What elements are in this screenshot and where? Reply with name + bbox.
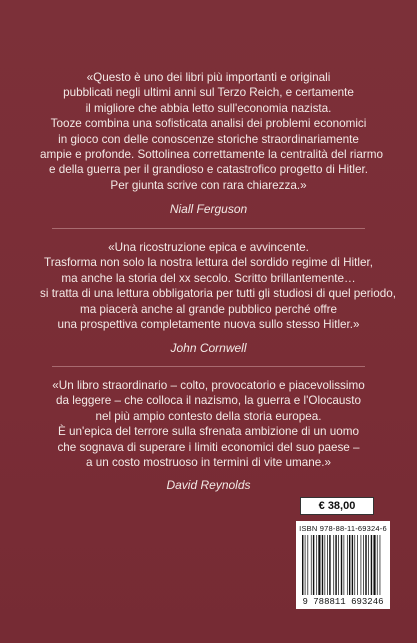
quote-cornwell <box>40 240 397 332</box>
isbn-text: ISBN 978-88-11-69324-6 <box>299 524 387 533</box>
quote-line: a un costo mostruoso in termini di vite umane.» <box>86 456 331 470</box>
quote-line: pubblicati negli ultimi anni sul Terzo Reich, e certamente <box>63 86 354 100</box>
quote-line: una prospettiva completamente nuova sullo stesso Hitler.» <box>57 318 360 332</box>
quote-line: si tratta di una lettura obbligatoria per tutti gli studiosi di quel periodo, <box>40 287 397 301</box>
quote-line: «Questo è uno dei libri più importanti e originali <box>86 71 331 84</box>
quote-line: È un'epica del terrore sulla sfrenata ambizione di un uomo <box>57 425 360 439</box>
quote-reynolds <box>40 378 377 470</box>
quote-line: ampie e profonde. Sottolinea correttamente la centralità del riarmo <box>40 148 384 162</box>
quote-line: Trasforma non solo la nostra lettura del sordido regime di Hitler, <box>44 256 373 270</box>
quote-line: ma anche la storia del xx secolo. Scritto brillantemente… <box>61 271 356 285</box>
quote-line: «Un libro straordinario – colto, provocatorio e piacevolissimo <box>52 379 365 392</box>
quote-line: «Una ricostruzione epica e avvincente. <box>108 241 309 254</box>
quote-line: e della guerra per il grandioso e catastrofico progetto di Hitler. <box>49 163 368 177</box>
quote-line: ma piacerà anche al grande pubblico perché offre <box>79 302 338 316</box>
quote-author: David Reynolds <box>166 478 251 492</box>
divider <box>52 228 365 229</box>
quote-author: Niall Ferguson <box>169 202 248 216</box>
quote-line: Tooze combina una sofisticata analisi dei problemi economici <box>50 117 367 131</box>
price-label: € 38,00 <box>300 497 374 515</box>
quote-line: il migliore che abbia letto sull'economia nazista. <box>85 101 332 115</box>
quote-author: John Cornwell <box>170 341 247 355</box>
quote-line: Per giunta scrive con rara chiarezza.» <box>110 178 307 192</box>
quote-line: in gioco con delle conoscenze storiche straordinariamente <box>58 132 359 146</box>
barcode <box>296 521 390 609</box>
divider <box>52 366 365 367</box>
quote-line: da leggere – che colloca il nazismo, la guerra e l'Olocausto <box>56 394 361 408</box>
quote-ferguson <box>40 70 384 193</box>
barcode-number: 9 788811 693246 <box>302 597 384 607</box>
quote-line: nel più ampio contesto della storia europea. <box>95 409 322 423</box>
quote-line: che sognava di superare i limiti economici del suo paese – <box>57 440 360 454</box>
barcode-bars <box>302 535 384 595</box>
